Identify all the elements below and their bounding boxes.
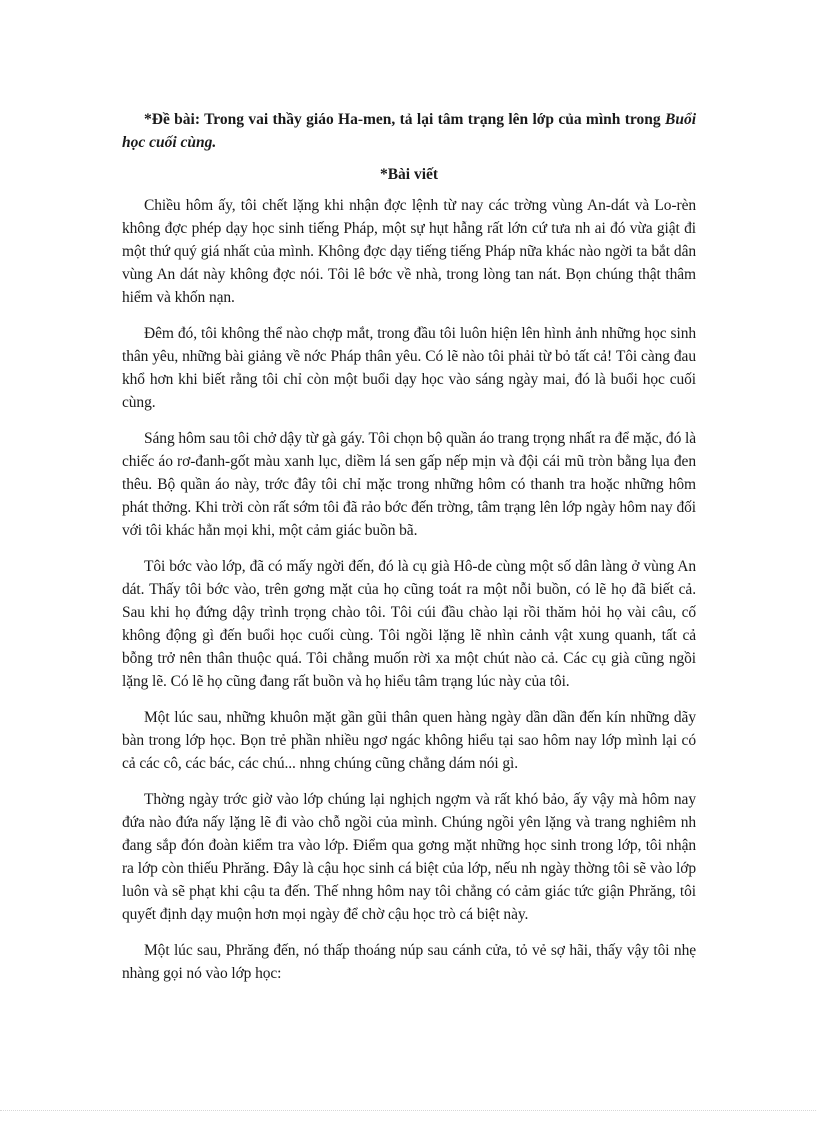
paragraph-5: Một lúc sau, những khuôn mặt gần gũi thân quen hàng ngày dần dần đến kín những dãy bàn trong lớp học. Bọn trẻ phần nhiều ngơ ngác không hiểu tại sao hôm nay lớp mình lại có cả các cô, các bác, các chú... nhng chúng cũng chẳng dám nói gì. <box>122 709 696 772</box>
paragraph-7: Một lúc sau, Phrăng đến, nó thấp thoáng núp sau cánh cửa, tỏ vẻ sợ hãi, thấy vậy tôi nhẹ nhàng gọi nó vào lớp học: <box>122 942 696 982</box>
page-bottom-rule <box>0 1110 816 1111</box>
paragraph-6: Thờng ngày trớc giờ vào lớp chúng lại nghịch ngợm và rất khó bảo, ấy vậy mà hôm nay đứa nào đứa nấy lặng lẽ đi vào chỗ ngồi của mình. Chúng ngồi yên lặng và trang nghiêm nh đang sắp đón đoàn kiểm tra vào lớp. Điểm qua gơng mặt những học sinh trong lớp, tôi nhận ra lớp còn thiếu Phrăng. Đây là cậu học sinh cá biệt của lớp, nếu nh ngày thờng tôi sẽ vào lớp luôn và sẽ phạt khi cậu ta đến. Thế nhng hôm nay tôi chẳng có cảm giác tức giận Phrăng, tôi quyết định dạy muộn hơn mọi ngày để chờ cậu học trò cá biệt này. <box>122 791 696 923</box>
essay-prompt <box>122 108 696 154</box>
paragraph-2: Đêm đó, tôi không thể nào chợp mắt, trong đầu tôi luôn hiện lên hình ảnh những học sinh thân yêu, những bài giảng về nớc Pháp thân yêu. Có lẽ nào tôi phải từ bỏ tất cả! Tôi càng đau khổ hơn khi biết rằng tôi chỉ còn một buổi dạy học vào sáng ngày mai, đó là buổi học cuối cùng. <box>122 325 696 411</box>
document-body <box>122 108 696 998</box>
essay-prompt-text: *Đề bài: Trong vai thầy giáo Ha-men, tả lại tâm trạng lên lớp của mình trong <box>144 111 661 128</box>
paragraph-3: Sáng hôm sau tôi chở dậy từ gà gáy. Tôi chọn bộ quần áo trang trọng nhất ra để mặc, đó là chiếc áo rơ-đanh-gốt màu xanh lục, diềm lá sen gấp nếp mịn và đội cái mũ tròn bằng lụa đen thêu. Bộ quần áo này, trớc đây tôi chỉ mặc trong những hôm có thanh tra hoặc những hôm phát thởng. Khi trời còn rất sớm tôi đã rảo bớc đến trờng, tâm trạng lên lớp ngày hôm nay đối với tôi khác hẳn mọi khi, một cảm giác buồn bã. <box>122 430 696 539</box>
work-title: Buổi học cuối cùng. <box>122 111 697 151</box>
paragraph-4: Tôi bớc vào lớp, đã có mấy ngời đến, đó là cụ già Hô-de cùng một số dân làng ở vùng An dát. Thấy tôi bớc vào, trên gơng mặt của họ cũng toát ra một nỗi buồn, có lẽ họ đã biết cả. Sau khi họ đứng dậy trình trọng chào tôi. Tôi cúi đầu chào lại rồi thăm hỏi họ vài câu, cố không động gì đến buổi học cuối cùng. Tôi ngồi lặng lẽ nhìn cảnh vật xung quanh, tất cả bỗng trở nên thân thuộc quá. Tôi chẳng muốn rời xa một chút nào cả. Các cụ già cũng ngồi lặng lẽ. Có lẽ họ cũng đang rất buồn và họ hiểu tâm trạng lúc này của tôi. <box>122 558 696 690</box>
section-title: *Bài viết <box>379 166 439 183</box>
paragraph-1: Chiều hôm ấy, tôi chết lặng khi nhận đợc lệnh từ nay các trờng vùng An-dát và Lo-rèn không đợc phép dạy học sinh tiếng Pháp, một sự hụt hẫng rất lớn cứ tưa nh ai đó vừa giật đi một thứ quý giá nhất của mình. Không đợc dạy tiếng tiếng Pháp nữa khác nào ngời ta bắt dân vùng An dát này không đợc nói. Tôi lê bớc về nhà, trong lòng tan nát. Bọn chúng thật thâm hiểm và khốn nạn. <box>122 197 696 306</box>
